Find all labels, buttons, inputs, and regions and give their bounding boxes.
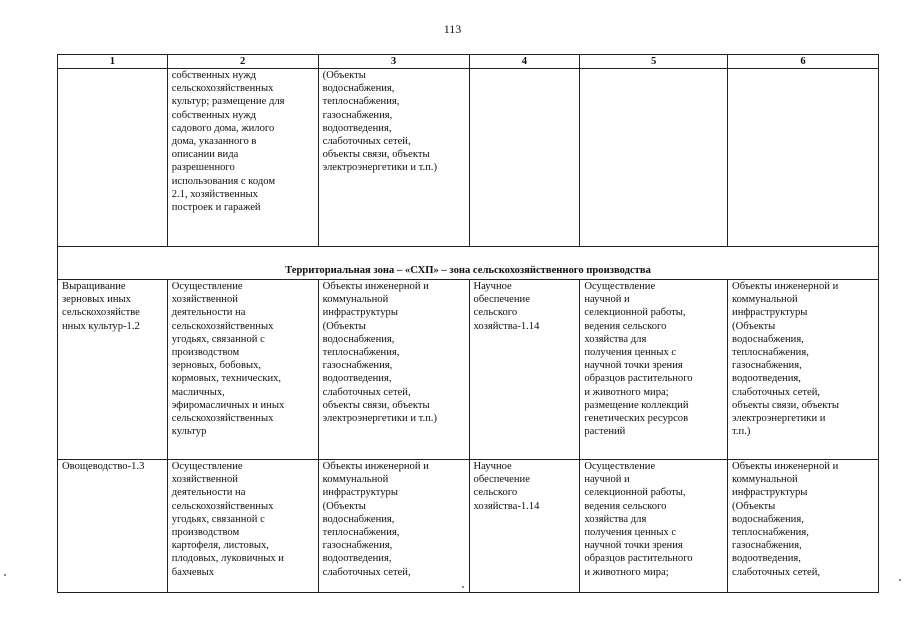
- land-use-table: [57, 54, 879, 593]
- cell-col6: Объекты инженерной и коммунальной инфраструктуры (Объекты водоснабжения, теплоснабжения, газоснабжения, водоотведения, слаботочных сетей, объекты связи, объекты электроэнергетики и т.п.): [728, 280, 879, 460]
- cell-col4: Научное обеспечение сельского хозяйства-1.14: [469, 460, 580, 593]
- column-header-4: 4: [469, 55, 580, 69]
- zone-title-row: [58, 247, 879, 280]
- zone-title: Территориальная зона – «СХП» – зона сельскохозяйственного производства: [58, 247, 879, 280]
- column-number-row: [58, 55, 879, 69]
- cell-col6: Объекты инженерной и коммунальной инфраструктуры (Объекты водоснабжения, теплоснабжения, газоснабжения, водоотведения, слаботочных сетей,: [728, 460, 879, 593]
- cell-col4: [469, 69, 580, 247]
- scan-speck: [462, 586, 464, 588]
- scan-speck: [899, 579, 901, 581]
- cell-col1: Овощеводство-1.3: [58, 460, 168, 593]
- cell-col6: [728, 69, 879, 247]
- cell-col5: [580, 69, 728, 247]
- cell-col3: Объекты инженерной и коммунальной инфраструктуры (Объекты водоснабжения, теплоснабжения, газоснабжения, водоотведения, слаботочных сетей, объекты связи, объекты электроэнергетики и т.п.): [318, 280, 469, 460]
- column-header-1: 1: [58, 55, 168, 69]
- table-row: [58, 460, 879, 593]
- cell-col1: Выращивание зерновых иных сельскохозяйстве нных культур-1.2: [58, 280, 168, 460]
- scan-speck: [4, 574, 6, 576]
- column-header-3: 3: [318, 55, 469, 69]
- continued-row: [58, 69, 879, 247]
- page-number: 113: [443, 22, 462, 36]
- cell-col2: собственных нужд сельскохозяйственных культур; размещение для собственных нужд садового дома, жилого дома, указанного в описании вида разрешенного использования с кодом 2.1, хозяйственных построек и гаражей: [167, 69, 318, 247]
- cell-col2: Осуществление хозяйственной деятельности на сельскохозяйственных угодьях, связанной с производством зерновых, бобовых, кормовых, технических, масличных, эфиромасличных и иных сельскохозяйственных культур: [167, 280, 318, 460]
- cell-col3: Объекты инженерной и коммунальной инфраструктуры (Объекты водоснабжения, теплоснабжения, газоснабжения, водоотведения, слаботочных сетей,: [318, 460, 469, 593]
- cell-col3: (Объекты водоснабжения, теплоснабжения, газоснабжения, водоотведения, слаботочных сетей, объекты связи, объекты электроэнергетики и т.п.): [318, 69, 469, 247]
- table-row: [58, 280, 879, 460]
- column-header-5: 5: [580, 55, 728, 69]
- cell-col4: Научное обеспечение сельского хозяйства-1.14: [469, 280, 580, 460]
- column-header-2: 2: [167, 55, 318, 69]
- cell-col2: Осуществление хозяйственной деятельности на сельскохозяйственных угодьях, связанной с производством картофеля, листовых, плодовых, луковичных и бахчевых: [167, 460, 318, 593]
- column-header-6: 6: [728, 55, 879, 69]
- cell-col5: Осуществление научной и селекционной работы, ведения сельского хозяйства для получения ценных с научной точки зрения образцов растительного и животного мира; размещение коллекций генетических ресурсов растений: [580, 280, 728, 460]
- cell-col1: [58, 69, 168, 247]
- cell-col5: Осуществление научной и селекционной работы, ведения сельского хозяйства для получения ценных с научной точки зрения образцов растительного и животного мира;: [580, 460, 728, 593]
